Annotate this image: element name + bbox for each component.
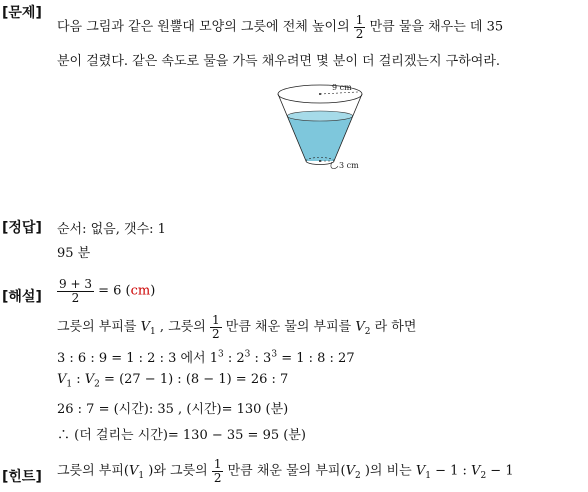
problem-line-1 [57, 14, 503, 40]
ratio-text-d: = 1 : 8 : 27 [277, 351, 355, 366]
var-v1: V [129, 463, 139, 479]
var-v1: V [415, 463, 426, 479]
problem-text-b: 만큼 물을 채우는 데 35 [369, 19, 504, 35]
explanation-line-6: ∴ (더 걸리는 시간)= 130 − 35 = 95 (분) [57, 428, 306, 443]
fraction-numerator: 1 [211, 313, 220, 327]
var-v2: V [471, 463, 481, 479]
colon: : [72, 372, 85, 387]
answer-header: [정답] [2, 220, 42, 236]
text-d: 라 하면 [374, 319, 417, 335]
explanation-line-4 [57, 372, 288, 390]
exponent-2: 3 [244, 349, 251, 360]
var-v1-sub: 1 [66, 379, 73, 390]
half-fraction [212, 458, 224, 484]
fraction-numerator: 1 [355, 13, 364, 27]
text-b: , 그릇의 [159, 319, 206, 335]
answer-line-1: 순서: 없음, 갯수: 1 [57, 222, 166, 237]
ratio-text-a: 3 : 6 : 9 = 1 : 2 : 3 에서 1 [57, 351, 219, 366]
var-v1: V [57, 372, 67, 387]
var-v1: V [140, 319, 151, 335]
var-v2: V [84, 372, 95, 387]
explanation-line-5: 26 : 7 = (시간): 35 , (시간)= 130 (분) [57, 402, 289, 417]
fraction-numerator: 1 [213, 457, 222, 471]
water-surface [287, 111, 352, 121]
bottom-radius-label: 3 cm [339, 161, 359, 170]
hint-text-b: )와 그릇의 [144, 463, 208, 479]
hint-text-a: 그릇의 부피( [57, 463, 129, 479]
hint-text-c: 만큼 채운 물의 부피( [227, 463, 346, 479]
problem-text-a: 다음 그림과 같은 원뿔대 모양의 그릇에 전체 높이의 [57, 19, 350, 35]
var-v2-sub: 2 [94, 379, 100, 390]
var-v2: V [345, 463, 355, 479]
explanation-header: [해설] [2, 289, 42, 305]
var-v1-sub: 1 [138, 471, 145, 482]
explanation-line-3 [57, 347, 355, 366]
ratio-rest: = (27 − 1) : (8 − 1) = 26 : 7 [99, 372, 289, 387]
problem-line-2: 분이 걸렸다. 같은 속도로 물을 가득 채우려면 몇 분이 더 걸리겠는지 구하여라. [57, 54, 501, 69]
truncated-cone-figure [270, 78, 370, 173]
unit-cm: cm [130, 283, 151, 299]
var-v1-sub: 1 [150, 327, 156, 338]
ratio-text-c: : 3 [250, 351, 272, 366]
hint-minus: − 1 : [430, 463, 472, 479]
half-fraction [354, 14, 366, 40]
explanation-line-2 [57, 314, 416, 340]
hint-minus-one: − 1 [486, 463, 514, 479]
text-c: 만큼 채운 물의 부피를 [225, 319, 352, 335]
answer-line-2: 95 분 [57, 246, 91, 261]
fraction-denominator: 2 [355, 26, 364, 41]
bottom-center-dot [319, 160, 321, 162]
var-v2-sub: 2 [354, 471, 361, 482]
var-v2-sub: 2 [480, 471, 487, 482]
var-v1-sub: 1 [425, 471, 431, 482]
hint-text-d: )의 비는 [360, 463, 412, 479]
close-paren: ) [150, 283, 156, 299]
equation-text: = 6 ( [98, 283, 131, 299]
var-v2: V [355, 319, 365, 335]
var-v2-sub: 2 [364, 327, 371, 338]
water-fill [287, 116, 352, 161]
hint-header: [힌트] [2, 469, 42, 485]
exponent-3: 3 [271, 349, 278, 360]
fraction-denominator: 2 [211, 326, 220, 341]
fraction-denominator: 2 [213, 470, 222, 485]
exponent-1: 3 [218, 349, 224, 360]
fraction-numerator: 9 + 3 [59, 277, 92, 291]
hint-line [57, 458, 514, 484]
explanation-line-1 [57, 278, 155, 304]
fraction-denominator: 2 [57, 291, 94, 305]
half-fraction [210, 314, 222, 340]
top-center-dot [319, 93, 321, 95]
text-a: 그릇의 부피를 [57, 319, 137, 335]
top-radius-label: 9 cm [332, 83, 352, 92]
ratio-text-b: : 2 [223, 351, 245, 366]
problem-header: [문제] [2, 5, 42, 21]
top-radius-line [320, 92, 358, 94]
sum-fraction [57, 278, 94, 304]
